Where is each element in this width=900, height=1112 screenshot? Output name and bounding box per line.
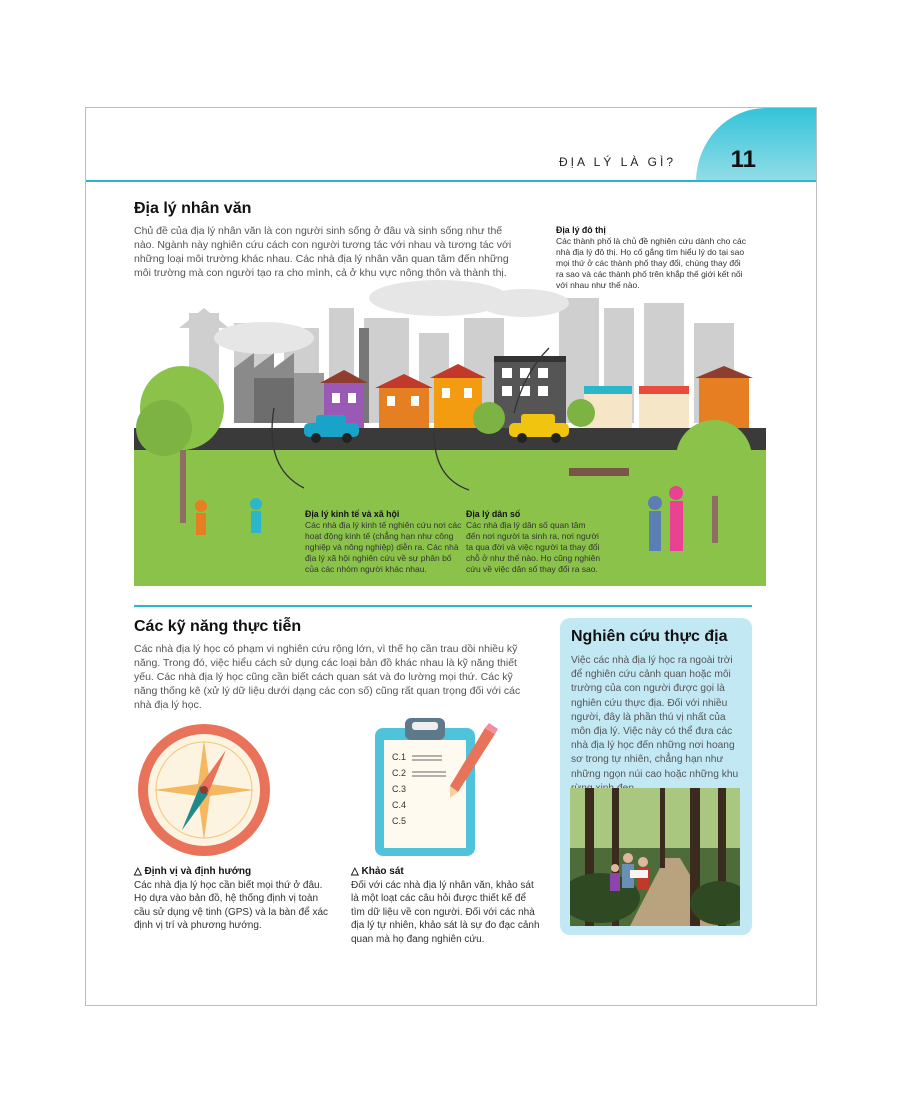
fieldwork-box xyxy=(560,618,752,935)
callout-economic-title: Địa lý kinh tế và xã hội xyxy=(305,509,400,519)
callout-economic-text: Các nhà địa lý kinh tế nghiên cứu nơi các hoạt động kinh tế (chẳng hạn như công nghiệp và nông nghiệp) diễn ra. Các nhà địa lý xã hội nghiên cứu về sự phân bố của các nhóm người khác nhau. xyxy=(305,520,462,574)
callout-economic-social xyxy=(305,509,463,575)
book-page xyxy=(85,107,817,1006)
callout-population-text: Các nhà địa lý dân số quan tâm đến nơi người ta sinh ra, nơi người ta qua đời và việc người ta thay đổi chỗ ở như thế nào. Họ cũng nghiên cứu về việc dân số thay đổi ra sao. xyxy=(466,520,601,574)
forest-photo xyxy=(570,788,740,926)
header-divider xyxy=(86,180,816,182)
caption-compass xyxy=(134,865,334,933)
fieldwork-title: Nghiên cứu thực địa xyxy=(571,628,728,645)
callout-urban-title: Địa lý đô thị xyxy=(556,225,606,235)
fieldwork-text: Việc các nhà địa lý học ra ngoài trời để nghiên cứu cảnh quan hoặc môi trường của con người được gọi là nghiên cứu thực địa. Đối với nhiều người, đây là phần thú vị nhất của môn địa lý. Việc này có thể đưa các nhà địa lý học đến những nơi hoang sơ trong tự nhiên, chẳng hạn như những ngọn núi cao hoặc những khu xyxy=(571,655,739,780)
caption-survey-title: Khảo sát xyxy=(361,866,404,877)
clipboard-item-4: C.4 xyxy=(392,800,407,810)
compass-icon xyxy=(134,720,274,860)
page-number: 11 xyxy=(730,146,756,173)
clipboard-item-3: C.3 xyxy=(392,784,407,794)
section-title-human-geography: Địa lý nhân văn xyxy=(134,200,252,217)
clipboard-item-5: C.5 xyxy=(392,816,407,826)
caption-compass-text: Các nhà địa lý học cần biết mọi thứ ở đâu. Họ dựa vào bản đồ, hệ thống định vị toàn cầu sử dụng vệ tinh (GPS) và la bàn để xác định vị trí và phương hướng. xyxy=(134,879,329,931)
road xyxy=(134,428,766,450)
caption-survey xyxy=(351,865,541,946)
callout-urban-text: Các thành phố là chủ đề nghiên cứu dành cho các nhà địa lý đô thị. Họ cố gắng tìm hiểu lý do tại sao mọi thứ ở các thành phố thay đổi, chúng thay đổi ra sao và các thành phố trên khắp thế giới kết nối với nhau như thế nào. xyxy=(556,236,746,290)
section-title-practical-skills: Các kỹ năng thực tiễn xyxy=(134,618,302,635)
callout-population xyxy=(466,509,602,575)
clipboard-icon xyxy=(370,710,500,860)
callout-population-title: Địa lý dân số xyxy=(466,509,521,519)
callout-urban-geography xyxy=(556,225,746,291)
caption-compass-title: Định vị và định hướng xyxy=(144,866,252,877)
chapter-label: ĐỊA LÝ LÀ GÌ? xyxy=(558,155,676,169)
triangle-icon: △ xyxy=(134,866,142,877)
section-body-practical-skills: Các nhà địa lý học có phạm vi nghiên cứu rộng lớn, vì thế họ cần trau dồi nhiều kỹ năng. Trong đó, việc hiểu cách sử dụng các loại bản đồ khác nhau là kỹ năng thiết yếu. Các nhà địa lý học cũng cần biết cách quan sát và đo lường mọi thứ. Các kỹ năng thống kê (xử lý dữ liệu dưới dạng các con số) cũng rất quan trọng đối với các nhà địa lý học. xyxy=(134,643,521,711)
clipboard-item-1: C.1 xyxy=(392,752,407,762)
page-number-tab xyxy=(696,108,816,182)
caption-survey-text: Đối với các nhà địa lý nhân văn, khảo sát là một loạt các câu hỏi được thiết kế để tìm dữ liệu về con người. Đối với các nhà địa lý tự nhiên, khảo sát là sự đo đạc cảnh quan mà họ đang nghiên cứu. xyxy=(351,879,540,945)
clipboard-item-2: C.2 xyxy=(392,768,407,778)
section-divider xyxy=(134,605,752,607)
triangle-icon: △ xyxy=(351,866,359,877)
section-body-human-geography: Chủ đề của địa lý nhân văn là con người sinh sống ở đâu và sinh sống như thế nào. Ngành này nghiên cứu cách con người tương tác với nhau và tương tác với những loại môi trường khác nhau. Các nhà địa lý nhân văn quan tâm đến những môi trường mà con người tạo ra cho mình, cả ở khu vực nông thôn và thành thị. xyxy=(134,225,512,279)
